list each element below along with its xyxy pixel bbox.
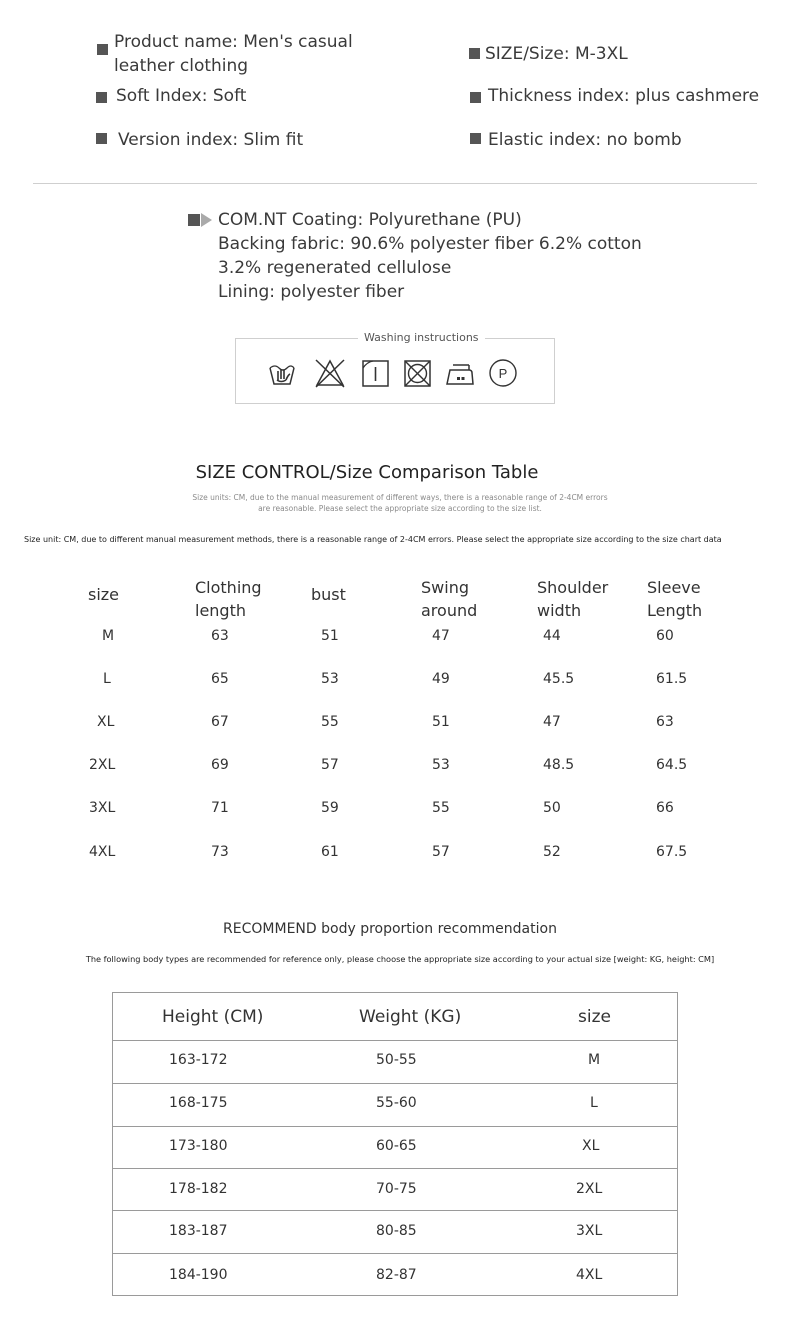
- size-table-size-cell: XL: [97, 714, 115, 730]
- recommend-title: RECOMMEND body proportion recommendation: [223, 921, 557, 937]
- washing-title: Washing instructions: [358, 331, 485, 344]
- size-table-cell: 71: [211, 800, 229, 816]
- size-table-cell: 65: [211, 671, 229, 687]
- size-table-header-line: Shoulder: [537, 578, 609, 597]
- size-table-cell: 55: [321, 714, 339, 730]
- size-table-cell: 67: [211, 714, 229, 730]
- size-table-header-line: Length: [647, 601, 703, 620]
- bullet-icon: [469, 48, 480, 59]
- size-table-size-cell: L: [103, 671, 111, 687]
- size-table-header: [537, 576, 608, 622]
- recommend-table-cell: 3XL: [576, 1223, 603, 1239]
- recommend-table-cell: 55-60: [376, 1095, 417, 1111]
- product-name: [114, 30, 353, 78]
- recommend-table-cell: 168-175: [169, 1095, 228, 1111]
- recommend-table-cell: 50-55: [376, 1052, 417, 1068]
- recommend-table-rule: [112, 1083, 678, 1084]
- recommend-table-cell: 60-65: [376, 1138, 417, 1154]
- composition-line2: Backing fabric: 90.6% polyester fiber 6.2% cotton: [218, 234, 642, 254]
- recommend-table-cell: 80-85: [376, 1223, 417, 1239]
- recommend-table-header: size: [578, 1007, 611, 1027]
- recommend-table-cell: 178-182: [169, 1181, 228, 1197]
- size-table-header-line: size: [88, 585, 120, 604]
- size-table-cell: 57: [432, 844, 450, 860]
- size-table-cell: 48.5: [543, 757, 575, 773]
- size-table-cell: 55: [432, 800, 450, 816]
- size-table-header-line: Swing: [421, 578, 469, 597]
- size-range: SIZE/Size: M-3XL: [485, 44, 628, 64]
- thickness-index: Thickness index: plus cashmere: [488, 86, 760, 106]
- recommend-note: The following body types are recommended for reference only, please choose the appropriate size according to your actual size [weight: KG, height: CM]: [85, 954, 715, 964]
- elastic-index: Elastic index: no bomb: [488, 130, 682, 150]
- size-table-cell: 66: [656, 800, 674, 816]
- size-table-header: [647, 576, 702, 622]
- size-table-size-cell: M: [102, 628, 115, 644]
- size-table-cell: 50: [543, 800, 561, 816]
- hand-wash-icon: [267, 358, 297, 388]
- size-table-cell: 59: [321, 800, 339, 816]
- size-table-header-line: around: [421, 601, 478, 620]
- recommend-table-cell: 2XL: [576, 1181, 603, 1197]
- recommend-table-cell: 183-187: [169, 1223, 228, 1239]
- recommend-table-rule: [112, 1210, 678, 1211]
- size-table-header-line: Clothing: [195, 578, 262, 597]
- bullet-icon: [97, 44, 108, 55]
- size-table-cell: 47: [432, 628, 450, 644]
- size-table-cell: 60: [656, 628, 674, 644]
- dry-clean-p-label: P: [498, 366, 508, 381]
- size-grey-note-line2: are reasonable. Please select the appropriate size according to the size list.: [258, 504, 542, 513]
- size-table-cell: 61.5: [656, 671, 688, 687]
- size-table-header-line: bust: [311, 585, 346, 604]
- recommend-table-cell: 70-75: [376, 1181, 417, 1197]
- size-table-cell: 61: [321, 844, 339, 860]
- size-table-header-line: Sleeve: [647, 578, 701, 597]
- arrow-bullet-icon: [188, 213, 212, 227]
- composition-line4: Lining: polyester fiber: [218, 282, 405, 302]
- size-table-cell: 45.5: [543, 671, 575, 687]
- size-table-cell: 44: [543, 628, 561, 644]
- soft-index: Soft Index: Soft: [116, 86, 247, 106]
- product-name-line2: leather clothing: [114, 56, 249, 76]
- size-table-cell: 69: [211, 757, 229, 773]
- divider: [33, 183, 757, 184]
- bullet-icon: [470, 92, 481, 103]
- size-table-cell: 51: [321, 628, 339, 644]
- recommend-table-rule: [112, 1126, 678, 1127]
- size-table-cell: 53: [321, 671, 339, 687]
- no-bleach-icon: [315, 358, 345, 388]
- size-table-cell: 53: [432, 757, 450, 773]
- size-grey-note-line1: Size units: CM, due to the manual measurement of different ways, there is a reasonable range of 2-4CM errors: [192, 493, 608, 502]
- version-index: Version index: Slim fit: [118, 130, 304, 150]
- recommend-table-header: Weight (KG): [359, 1007, 462, 1027]
- size-table-cell: 73: [211, 844, 229, 860]
- size-table-header: [88, 583, 119, 606]
- size-table-header-line: length: [195, 601, 246, 620]
- recommend-table-cell: 82-87: [376, 1267, 417, 1283]
- size-table-cell: 67.5: [656, 844, 688, 860]
- iron-low-icon: [445, 358, 475, 388]
- size-table-cell: 63: [656, 714, 674, 730]
- size-table-cell: 52: [543, 844, 561, 860]
- recommend-table-cell: L: [590, 1095, 598, 1111]
- bullet-icon: [96, 133, 107, 144]
- size-table-header-line: width: [537, 601, 582, 620]
- size-table-cell: 51: [432, 714, 450, 730]
- recommend-table-rule: [112, 1168, 678, 1169]
- recommend-table-rule: [112, 1040, 678, 1041]
- recommend-table-cell: 163-172: [169, 1052, 228, 1068]
- size-table-header: [311, 583, 346, 606]
- recommend-table-cell: M: [588, 1052, 601, 1068]
- dry-clean-p-icon: [488, 358, 518, 388]
- bullet-icon: [96, 92, 107, 103]
- size-grey-note: [150, 492, 650, 514]
- recommend-table-header: Height (CM): [162, 1007, 264, 1027]
- recommend-table-cell: XL: [582, 1138, 600, 1154]
- size-table-title: SIZE CONTROL/Size Comparison Table: [195, 462, 539, 483]
- line-dry-icon: [361, 358, 391, 388]
- size-unit-note: Size unit: CM, due to different manual measurement methods, there is a reasonable range of 2-4CM errors. Please select the appropriate size according to the size chart data: [24, 535, 722, 544]
- size-table-size-cell: 4XL: [89, 844, 116, 860]
- size-table-cell: 47: [543, 714, 561, 730]
- size-table-header: [421, 576, 477, 622]
- composition-line1: COM.NT Coating: Polyurethane (PU): [218, 210, 522, 230]
- size-table-cell: 63: [211, 628, 229, 644]
- size-table-cell: 57: [321, 757, 339, 773]
- size-table-cell: 64.5: [656, 757, 688, 773]
- product-name-line1: Product name: Men's casual: [114, 32, 353, 52]
- recommend-table-cell: 4XL: [576, 1267, 603, 1283]
- size-table-header: [195, 576, 262, 622]
- recommend-table-rule: [112, 1253, 678, 1254]
- composition-line3: 3.2% regenerated cellulose: [218, 258, 452, 278]
- recommend-table-cell: 184-190: [169, 1267, 228, 1283]
- size-table-size-cell: 3XL: [89, 800, 116, 816]
- no-tumble-dry-icon: [403, 358, 433, 388]
- bullet-icon: [470, 133, 481, 144]
- recommend-table-cell: 173-180: [169, 1138, 228, 1154]
- composition: [218, 208, 642, 304]
- size-table-size-cell: 2XL: [89, 757, 116, 773]
- size-table-cell: 49: [432, 671, 450, 687]
